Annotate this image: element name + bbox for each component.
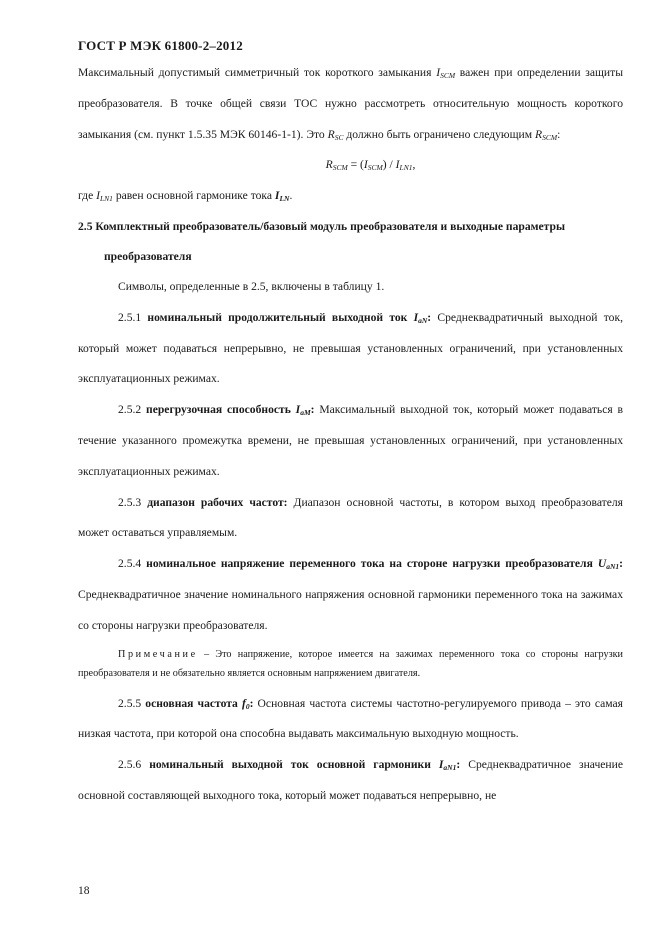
term-colon: : <box>456 758 461 772</box>
text-run: ) / <box>382 158 396 172</box>
definition-text: Максимальный выходной ток, который может подаваться в течение указанного промежутка времени, не превышая установленных ограничений, при установленных эксплуатационных режимах. <box>78 403 623 478</box>
note-2-5-4 <box>78 645 623 683</box>
term-colon: : <box>310 403 315 417</box>
definition-text: Среднеквадратичное значение основной составляющей выходного тока, который может подаваться непрерывно, не <box>78 758 623 802</box>
clause-number: 2.5.1 <box>118 310 148 324</box>
definition-text: Среднеквадратичное значение номинального напряжения основной гармоники переменного тока на зажимах со стороны нагрузки преобразователя. <box>78 587 623 632</box>
text-run: должно быть ограничено следующим <box>343 127 535 141</box>
symbol-subscript: SCM <box>542 132 558 142</box>
symbol-subscript: SCM <box>367 163 383 173</box>
paragraph-short-circuit-current <box>78 58 623 150</box>
text-run: Максимальный допустимый симметричный ток короткого замыкания <box>78 66 437 79</box>
term: диапазон рабочих частот: <box>147 495 288 509</box>
text-run: , <box>412 158 416 172</box>
definition-2-5-6 <box>78 750 623 812</box>
term: номинальное напряжение переменного тока на стороне нагрузки преобразователя <box>146 557 598 571</box>
symbol: U <box>597 557 607 571</box>
symbol: f <box>241 696 246 710</box>
standard-code-header: ГОСТ Р МЭК 61800-2–2012 <box>78 38 243 53</box>
clause-number: 2.5.6 <box>118 758 150 772</box>
symbol-subscript: aM <box>300 408 311 418</box>
symbol-subscript: aN1 <box>606 562 620 572</box>
symbol-subscript: LN1 <box>399 163 413 173</box>
text-run: . <box>289 189 293 203</box>
symbol: I <box>96 189 100 203</box>
symbol: I <box>436 66 441 79</box>
definition-text: Диапазон основной частоты, в котором выход преобразователя может оставаться управляемым. <box>78 495 623 540</box>
text-run: равен основной гармонике тока <box>112 189 275 203</box>
definition-2-5-5 <box>78 689 623 751</box>
formula-rscm <box>78 150 623 181</box>
term: номинальный продолжительный выходной ток <box>147 310 414 324</box>
symbol-subscript: 0 <box>245 701 250 711</box>
text-run: = ( <box>347 158 364 172</box>
symbol-subscript: SC <box>334 132 344 142</box>
section-heading-2-5: 2.5 Комплектный преобразователь/базовый модуль преобразователя и выходные параметры преобразователя <box>78 219 566 263</box>
clause-number: 2.5.5 <box>118 696 146 710</box>
clause-number: 2.5.3 <box>118 495 148 509</box>
definition-2-5-3 <box>78 488 623 550</box>
term-colon: : <box>249 696 254 710</box>
symbol-subscript: LN <box>279 194 290 204</box>
term-colon: : <box>427 310 432 324</box>
page-content <box>78 58 623 812</box>
symbol: I <box>413 310 419 324</box>
definition-2-5-4 <box>78 549 623 641</box>
term: перегрузочная способность <box>146 403 296 417</box>
term: основная частота <box>145 696 242 710</box>
definition-text: Основная частота системы частотно-регулируемого привода – это самая низкая частота, при которой она способна выдавать максимальную выходную мощность. <box>78 696 623 741</box>
symbol: I <box>395 158 400 172</box>
symbol-subscript: SCM <box>332 163 348 173</box>
symbol: I <box>274 189 280 203</box>
text-run: : <box>557 127 561 141</box>
symbol-subscript: SCM <box>440 71 456 80</box>
term-colon: : <box>619 557 623 571</box>
section-intro: Символы, определенные в 2.5, включены в таблицу 1. <box>118 279 385 293</box>
term: номинальный выходной ток основной гармоники <box>149 758 439 772</box>
note-text: – Это напряжение, которое имеется на зажимах переменного тока со стороны нагрузки преобразователя и не обязательно является основным напряжением двигателя. <box>78 648 623 679</box>
page-number: 18 <box>78 884 90 897</box>
symbol: I <box>363 158 368 172</box>
symbol: R <box>325 158 333 172</box>
clause-number: 2.5.4 <box>118 557 147 571</box>
symbol: I <box>295 403 301 417</box>
clause-number: 2.5.2 <box>118 403 147 417</box>
symbol: I <box>438 758 444 772</box>
definition-2-5-1 <box>78 303 623 395</box>
definition-text: Среднеквадратичный выходной ток, который может подаваться непрерывно, не превышая установленных ограничений, при установленных эксплуатационных режимах. <box>78 310 623 386</box>
symbol-subscript: aN1 <box>443 763 457 773</box>
note-label: Примечание <box>118 648 198 660</box>
symbol-subscript: LN1 <box>100 194 113 204</box>
text-run: важен при определении защиты преобразователя. В точке общей связи ТОС нужно рассмотреть относительную мощность короткого замыкания (см. пункт 1.5.35 МЭК 60146-1-1). Это <box>78 66 623 141</box>
symbol: R <box>534 127 543 141</box>
paragraph-where <box>78 181 623 212</box>
text-run: где <box>78 189 97 203</box>
symbol-subscript: aN <box>418 315 428 325</box>
symbol: R <box>327 127 335 141</box>
definition-2-5-2 <box>78 395 623 487</box>
